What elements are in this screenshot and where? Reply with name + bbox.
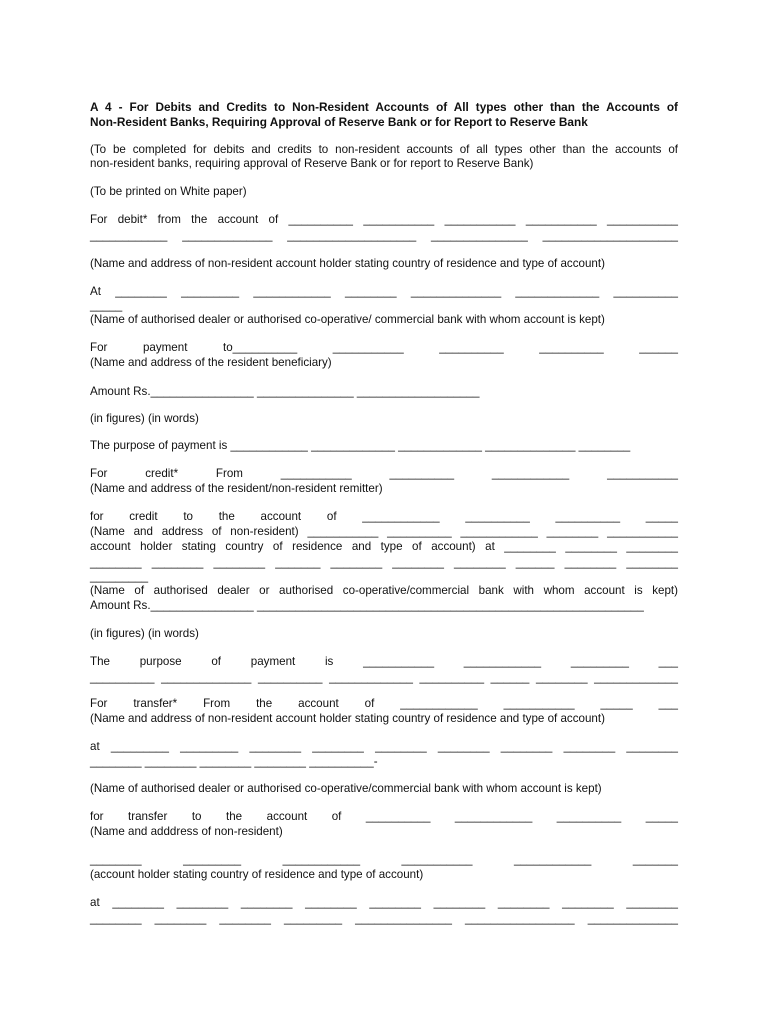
amount-2-field[interactable]: Amount Rs.________________ ____________________________________________________________: [90, 599, 644, 612]
transfer-dealer-note: (Name of authorised dealer or authorised co-operative/commercial bank with whom account is kept): [90, 782, 602, 795]
transfer-to-field-continued[interactable]: ________ _________ ____________ ___________ ____________ _______: [90, 853, 678, 866]
transfer-from-note: (Name and address of non-resident account holder stating country of residence and type of account): [90, 712, 605, 725]
transfer-from-field[interactable]: For transfer* From the account of ____________ ___________ _____ ___: [90, 697, 678, 710]
print-note: (To be printed on White paper): [90, 185, 247, 198]
credit-to-note-continued[interactable]: account holder stating country of residence and type of account) at ________ ________ ________: [90, 540, 678, 553]
transfer-to-note: (Name and adddress of non-resident): [90, 825, 283, 838]
credit-to-field[interactable]: for credit to the account of ____________ __________ __________ _____: [90, 510, 678, 523]
transfer-dealer-field[interactable]: at _________ _________ ________ ________ ________ ________ ________ ________ ________: [90, 740, 678, 753]
debit-account-field[interactable]: For debit* from the account of __________ ___________ ___________ ___________ ___________: [90, 213, 678, 226]
credit-to-note[interactable]: (Name and address of non-resident) ___________ __________ ____________ ________ ___________: [90, 525, 678, 538]
amount-field[interactable]: Amount Rs.________________ _______________ ___________________: [90, 385, 480, 398]
form-title-line-2: Non-Resident Banks, Requiring Approval of Reserve Bank or for Report to Reserve Bank: [90, 115, 588, 129]
amount-2-note: (in figures) (in words): [90, 627, 199, 640]
debit-account-field-continued[interactable]: ____________ ______________ ____________________ _______________ _____________________: [90, 229, 678, 242]
purpose-2-field[interactable]: The purpose of payment is ___________ ____________ _________ ___: [90, 655, 678, 668]
final-dealer-field[interactable]: at ________ ________ ________ ________ ________ ________ ________ ________ ________: [90, 896, 678, 909]
debit-account-note: (Name and address of non-resident account holder stating country of residence and type of account): [90, 257, 605, 270]
transfer-dealer-field-continued[interactable]: ________ ________ ________ ________ __________-: [90, 755, 378, 768]
dealer-note: (Name of authorised dealer or authorised co-operative/ commercial bank with whom account is kept): [90, 313, 605, 326]
form-title-line-1: A 4 - For Debits and Credits to Non-Resident Accounts of All types other than the Accounts of: [90, 100, 678, 114]
credit-to-field-line-4[interactable]: _________: [90, 570, 149, 583]
payment-to-field[interactable]: For payment to__________ ___________ __________ __________ ______: [90, 341, 678, 354]
amount-note: (in figures) (in words): [90, 412, 199, 425]
payment-to-note: (Name and address of the resident beneficiary): [90, 356, 332, 369]
credit-from-note: (Name and address of the resident/non-resident remitter): [90, 482, 383, 495]
purpose-field[interactable]: The purpose of payment is ____________ _____________ _____________ ______________ ________: [90, 439, 631, 452]
purpose-2-field-continued[interactable]: __________ ______________ __________ _____________ __________ ______ ________ _____________: [90, 671, 678, 684]
dealer-field[interactable]: At ________ _________ ____________ ________ ______________ _____________ __________: [90, 285, 678, 298]
transfer-to-field[interactable]: for transfer to the account of __________ ____________ __________ _____: [90, 810, 678, 823]
credit-dealer-note: (Name of authorised dealer or authorised co-operative/commercial bank with whom account is kept): [90, 584, 678, 597]
credit-to-field-line-3[interactable]: ________ ________ ________ _______ ________ ________ ________ ______ ________ ________: [90, 556, 678, 569]
intro-line-2: non-resident banks, requiring approval of Reserve Bank or for report to Reserve Bank): [90, 157, 534, 170]
intro-line-1: (To be completed for debits and credits to non-resident accounts of all types other than the accounts of: [90, 143, 678, 156]
credit-from-field[interactable]: For credit* From ___________ __________ ____________ ___________: [90, 467, 678, 480]
holder-note: (account holder stating country of residence and type of account): [90, 868, 424, 881]
dealer-field-continued[interactable]: _____: [90, 299, 123, 312]
final-dealer-field-continued[interactable]: ________ ________ ________ _________ _______________ _________________ ______________: [90, 912, 678, 925]
